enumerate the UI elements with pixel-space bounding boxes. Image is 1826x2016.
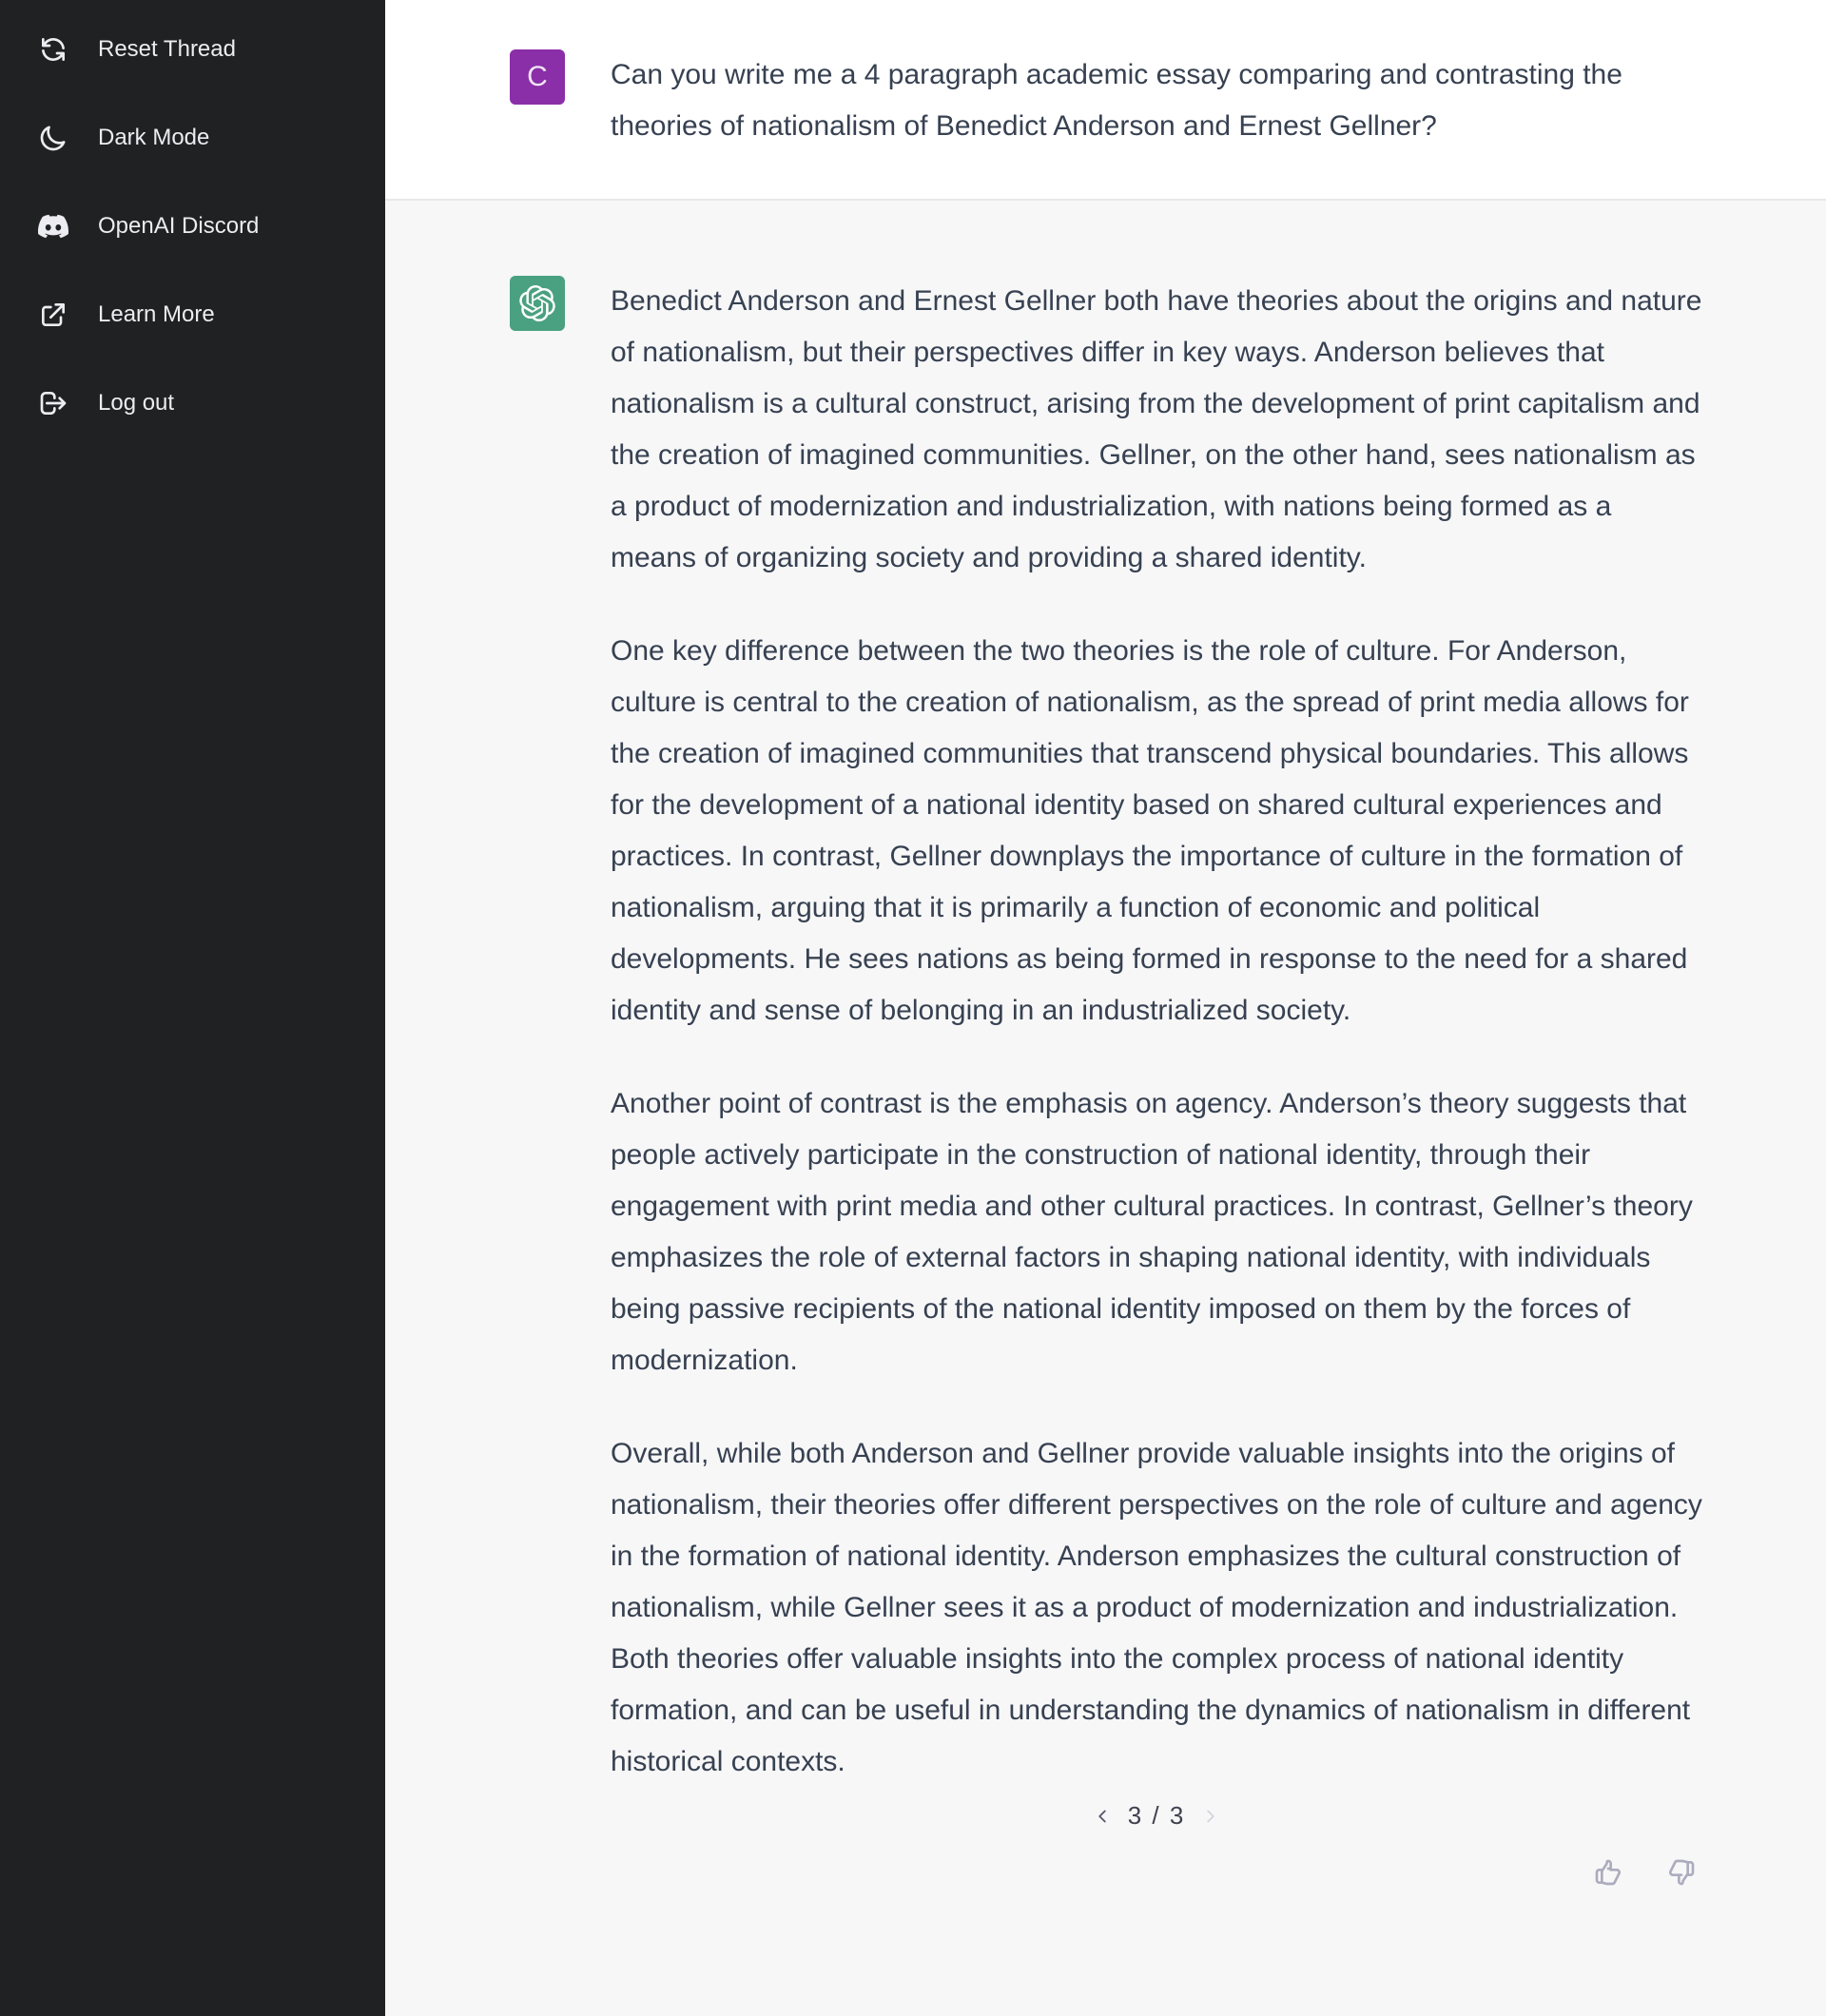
assistant-paragraph: Another point of contrast is the emphasis on agency. Anderson’s theory suggests that people actively participate in the construction of national identity, through their engagement with print media and other cultural practices. In contrast, Gellner’s theory emphasizes the role of external factors in shaping national identity, with individuals being passive recipients of the national identity imposed on them by the forces of modernization.	[611, 1088, 1693, 1376]
sidebar-item-label: Reset Thread	[98, 36, 236, 62]
user-avatar-letter: C	[527, 61, 548, 92]
sidebar-item-log-out[interactable]	[38, 376, 385, 431]
sidebar	[0, 0, 385, 2016]
thumbs-down-button[interactable]	[1666, 1857, 1697, 1888]
assistant-paragraph: One key difference between the two theories is the role of culture. For Anderson, culture is central to the creation of nationalism, as the spread of print media allows for the creation of imagined communities that transcend physical boundaries. This allows for the development of a national identity based on shared cultural experiences and practices. In contrast, Gellner downplays the importance of culture in the formation of nationalism, arguing that it is primarily a function of economic and political developments. He sees nations as being formed in response to the need for a shared identity and sense of belonging in an industrialized society.	[611, 635, 1689, 1026]
refresh-icon	[38, 34, 68, 65]
sidebar-item-openai-discord[interactable]	[38, 199, 385, 254]
chevron-left-icon	[1092, 1806, 1113, 1827]
sidebar-item-label: Dark Mode	[98, 125, 210, 150]
thumbs-down-icon	[1666, 1857, 1697, 1888]
response-pagination	[611, 1801, 1702, 1831]
chat-area	[385, 0, 1826, 2016]
discord-icon	[38, 211, 68, 242]
sidebar-item-dark-mode[interactable]	[38, 110, 385, 165]
logout-icon	[38, 388, 68, 418]
assistant-paragraph: Overall, while both Anderson and Gellner provide valuable insights into the origins of nationalism, their theories offer different perspectives on the role of culture and agency in the formation of national identity. Anderson emphasizes the cultural construction of nationalism, while Gellner sees it as a product of modernization and industrialization. Both theories offer valuable insights into the complex process of national identity formation, and can be useful in understanding the dynamics of nationalism in different historical contexts.	[611, 1438, 1702, 1777]
assistant-avatar	[510, 276, 565, 331]
assistant-message-content	[611, 276, 1702, 1888]
user-message-row	[385, 0, 1826, 201]
assistant-message-row	[385, 201, 1826, 2016]
sidebar-item-label: Log out	[98, 390, 175, 416]
user-avatar	[510, 49, 565, 105]
sidebar-item-label: Learn More	[98, 301, 215, 327]
moon-icon	[38, 123, 68, 153]
next-response-button[interactable]	[1200, 1806, 1221, 1827]
thumbs-up-icon	[1593, 1857, 1623, 1888]
sidebar-item-learn-more[interactable]	[38, 287, 385, 342]
external-link-icon	[38, 300, 68, 330]
thumbs-up-button[interactable]	[1593, 1857, 1623, 1888]
pagination-label: 3 / 3	[1127, 1801, 1186, 1830]
feedback-controls	[611, 1857, 1702, 1888]
openai-logo-icon	[519, 285, 555, 321]
previous-response-button[interactable]	[1092, 1806, 1113, 1827]
sidebar-item-label: OpenAI Discord	[98, 213, 260, 239]
chevron-right-icon	[1200, 1806, 1221, 1827]
assistant-paragraph: Benedict Anderson and Ernest Gellner both have theories about the origins and nature of nationalism, but their perspectives differ in key ways. Anderson believes that nationalism is a cultural construct, arising from the development of print capitalism and the creation of imagined communities. Gellner, on the other hand, sees nationalism as a product of modernization and industrialization, with nations being formed as a means of organizing society and providing a shared identity.	[611, 285, 1702, 573]
user-message-text: Can you write me a 4 paragraph academic essay comparing and contrasting the theories of nationalism of Benedict Anderson and Ernest Gellner?	[611, 59, 1622, 142]
sidebar-item-reset-thread[interactable]	[38, 22, 385, 77]
